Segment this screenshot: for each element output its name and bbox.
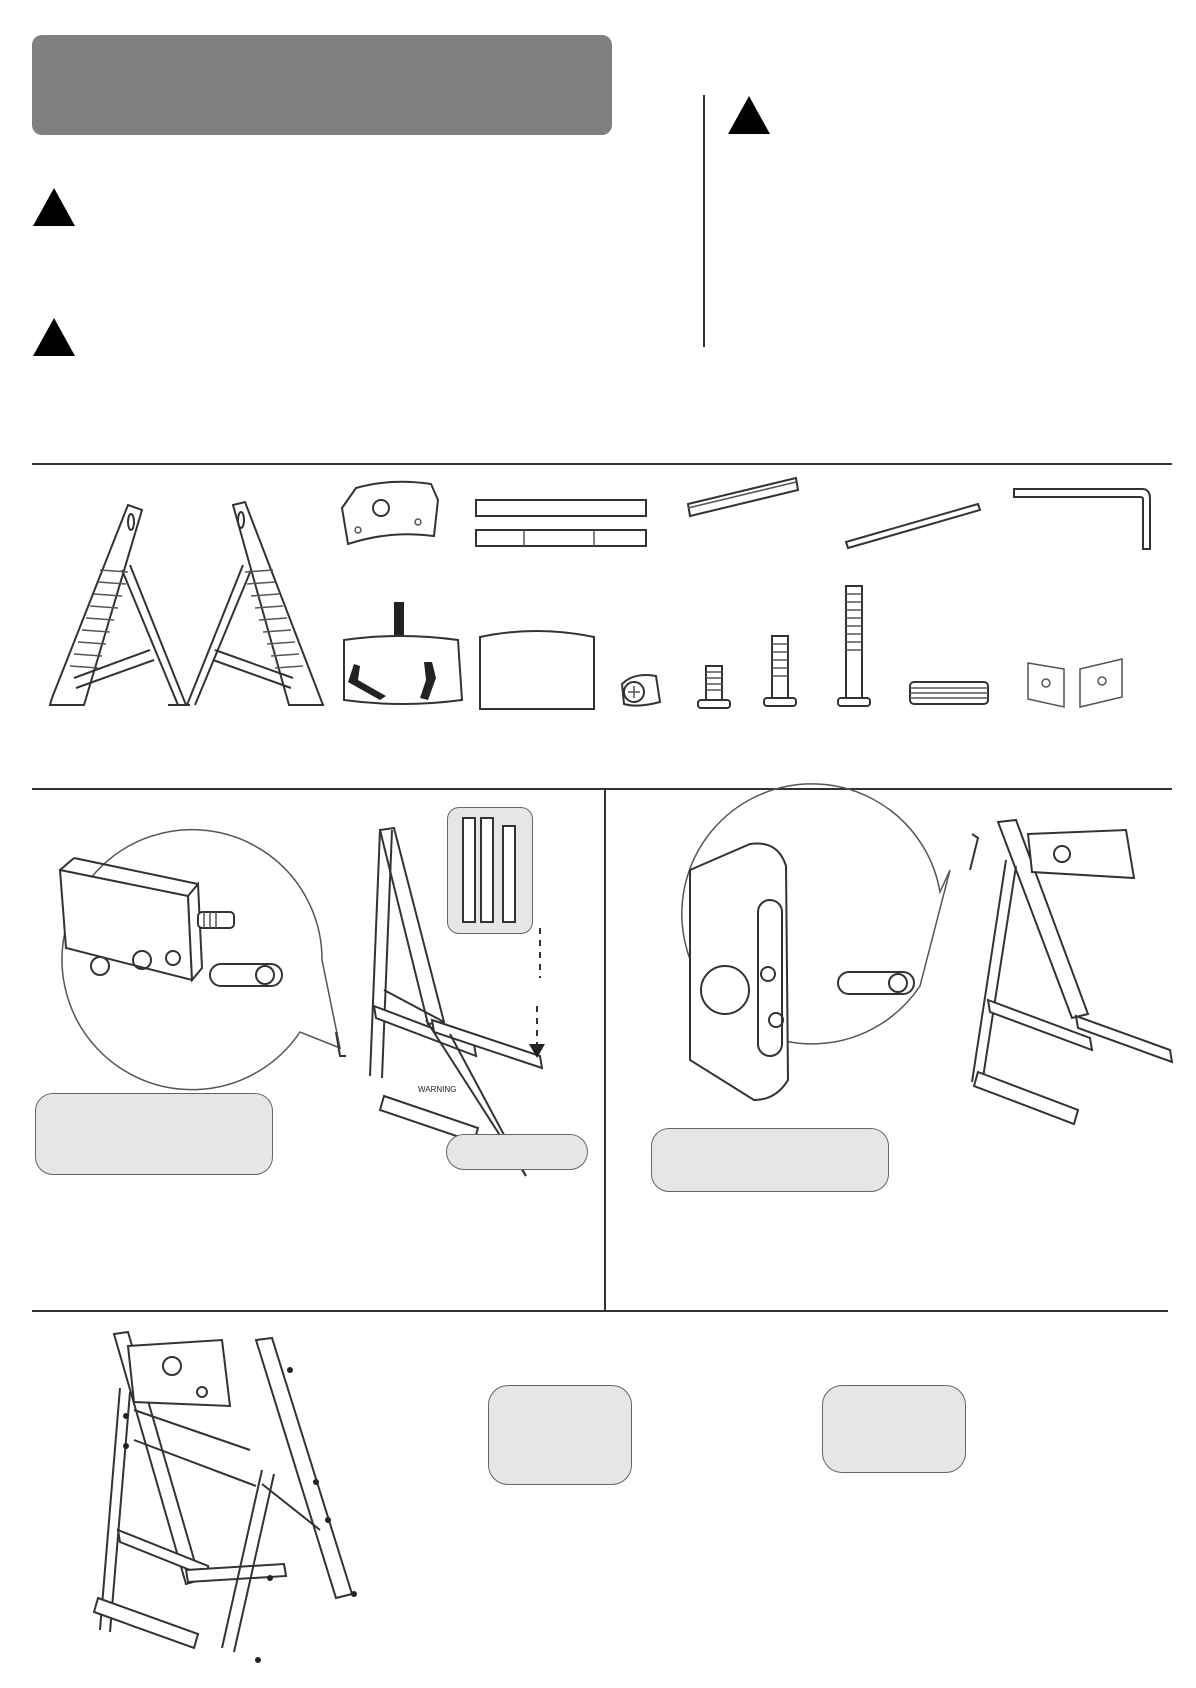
step-3-illustration bbox=[90, 1330, 380, 1670]
medium-bolt-icon bbox=[760, 632, 800, 712]
warning-label: WARNING bbox=[418, 1085, 457, 1094]
step-3-callout-a bbox=[488, 1385, 632, 1485]
step-2-callout bbox=[651, 1128, 889, 1192]
warning-triangle-icon bbox=[33, 188, 75, 226]
section-rule-step3 bbox=[32, 1310, 1168, 1312]
step-1-callout bbox=[35, 1093, 273, 1175]
step-2-illustration bbox=[650, 810, 1180, 1130]
side-frame-right bbox=[185, 500, 335, 710]
column-divider bbox=[703, 95, 705, 347]
long-bolt-icon bbox=[834, 582, 874, 712]
short-bolt-icon bbox=[694, 662, 734, 712]
side-frame-left bbox=[40, 500, 190, 710]
seat-planks bbox=[476, 498, 648, 548]
step-divider bbox=[604, 789, 606, 1310]
step-3-callout-b bbox=[822, 1385, 966, 1473]
warning-triangle-icon bbox=[728, 96, 770, 134]
step-1-label bbox=[446, 1134, 588, 1170]
title-banner bbox=[32, 35, 612, 135]
warning-triangle-icon bbox=[33, 318, 75, 356]
dowel-icon bbox=[906, 678, 992, 708]
backrest-part bbox=[336, 478, 446, 548]
bracket-icons bbox=[1024, 655, 1128, 710]
plank-inset-drawing bbox=[455, 812, 525, 928]
section-rule-parts bbox=[32, 463, 1172, 465]
harness-seat bbox=[340, 600, 465, 710]
rod bbox=[842, 500, 982, 550]
barrel-nut-icon bbox=[616, 668, 670, 712]
footrest-plate bbox=[476, 625, 598, 713]
cross-bar bbox=[686, 474, 802, 524]
section-rule-steps bbox=[32, 788, 1172, 790]
allen-key-icon bbox=[1010, 485, 1160, 555]
